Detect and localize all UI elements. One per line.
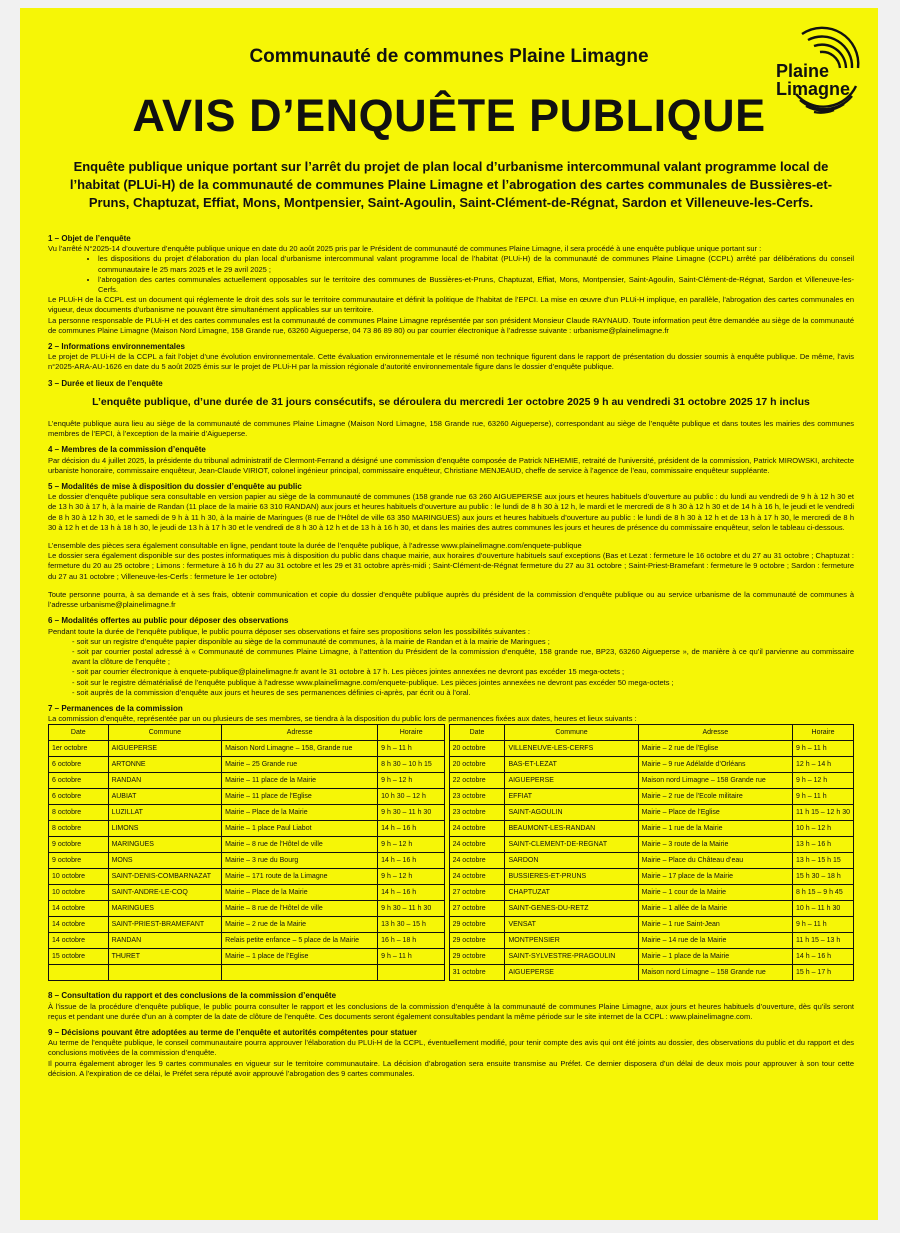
- hours-cell: 14 h – 16 h: [378, 885, 445, 901]
- date-cell: 14 octobre: [49, 917, 109, 933]
- column-header: Date: [449, 725, 505, 741]
- address-cell: Mairie – 11 place de la Mairie: [222, 773, 378, 789]
- commune-cell: AUBIAT: [108, 789, 222, 805]
- column-header: Horaire: [378, 725, 445, 741]
- address-cell: Maison nord Limagne – 158 Grande rue: [638, 773, 792, 789]
- address-cell: Mairie – 11 place de l’Eglise: [222, 789, 378, 805]
- address-cell: Mairie – 8 rue de l’Hôtel de ville: [222, 837, 378, 853]
- section-9-paragraph: Au terme de l’enquête publique, le conseil communautaire pourra approuver l’élaboration du PLUi-H de la CCPL, éventuellement modifié, pour tenir compte des avis qui ont été joints au dossier, des observations du public et du rapport et des conclusions motivées de la commission d’enquête.: [48, 1038, 854, 1058]
- hours-cell: 12 h – 14 h: [793, 757, 854, 773]
- plaine-limagne-logo: [772, 24, 862, 116]
- section-8-paragraph: À l’issue de la procédure d’enquête publique, le public pourra consulter le rapport et les conclusions de la commission d’enquête à la communauté de communes Plaine Limagne, aux jours et heures habituels d’ouverture, dès qu’ils seront reçus et pendant une durée d’un an à compter de la date de clôture de l’enquête. Ces documents seront également consultables pendant la même période sur le site internet de la CCPL : www.plainelimagne.com.: [48, 1001, 854, 1021]
- address-cell: Mairie – 8 rue de l’Hôtel de ville: [222, 901, 378, 917]
- hours-cell: 13 h – 15 h 15: [793, 853, 854, 869]
- hours-cell: 14 h – 16 h: [793, 949, 854, 965]
- observation-methods-list: [48, 637, 854, 698]
- address-cell: Mairie – 1 place de la Mairie: [638, 949, 792, 965]
- hours-cell: 10 h – 11 h 30: [793, 901, 854, 917]
- section-5-paragraph: Toute personne pourra, à sa demande et à ses frais, obtenir communication et copie du dossier d’enquête publique auprès du président de la commission d’enquête publique ou au service urbanisme de la communauté de communes à l’adresse urbanisme@plainelimagne.fr: [48, 589, 854, 610]
- table-row: [49, 917, 854, 933]
- logo-line-2: Limagne: [776, 79, 851, 99]
- hours-cell: 8 h 15 – 9 h 45: [793, 885, 854, 901]
- commune-cell: MARINGUES: [108, 901, 222, 917]
- table-row: [49, 933, 854, 949]
- column-header: Date: [49, 725, 109, 741]
- table-row: [49, 741, 854, 757]
- commune-cell: SAINT-GENES-DU-RETZ: [505, 901, 638, 917]
- section-2-title: 2 – Informations environnementales: [48, 342, 185, 352]
- table-row: [49, 757, 854, 773]
- commune-cell: LUZILLAT: [108, 805, 222, 821]
- address-cell: Mairie – 2 rue de l’Eglise: [638, 741, 792, 757]
- date-cell: 8 octobre: [49, 821, 109, 837]
- hours-cell: 15 h – 17 h: [793, 965, 854, 981]
- section-6-title: 6 – Modalités offertes au public pour déposer des observations: [48, 616, 289, 626]
- table-row: [49, 869, 854, 885]
- table-row: [49, 821, 854, 837]
- address-cell: Mairie – Place de la Mairie: [222, 885, 378, 901]
- notice-body: [48, 228, 854, 1079]
- section-4-paragraph: Par décision du 4 juillet 2025, la présidente du tribunal administratif de Clermont-Ferrand a désigné une commission d’enquête composée de Patrick NEHEMIE, retraité de l’université, président de la commission, Patrick MIROWSKI, architecte urbaniste honoraire, commissaire enquêteur, Jean-Claude VIRIOT, colonel ingénieur principal, commissaire enquêteur, Christiane MENJEAUD, cheffe de service à l’agence de l’eau, commissaire enquêteur suppléante.: [48, 455, 854, 475]
- table-row: [49, 885, 854, 901]
- table-row: [49, 773, 854, 789]
- commune-cell: MONS: [108, 853, 222, 869]
- date-cell: 20 octobre: [449, 741, 505, 757]
- table-header-row: [49, 725, 854, 741]
- hours-cell: 9 h – 12 h: [378, 773, 445, 789]
- hours-cell: 8 h 30 – 10 h 15: [378, 757, 445, 773]
- hours-cell: 10 h 30 – 12 h: [378, 789, 445, 805]
- address-cell: Mairie – Place de l’Eglise: [638, 805, 792, 821]
- section-9-paragraph: Il pourra également abroger les 9 cartes communales en vigueur sur le territoire communautaire. La décision d’abrogation sera ensuite transmise au Préfet. Ce dernier disposera d’un délai de deux mois pour approuver à son tour cette décision. A l’expiration de ce délai, le Préfet sera réputé avoir approuvé l’abrogation des 9 cartes communales.: [48, 1058, 854, 1078]
- date-cell: 23 octobre: [449, 789, 505, 805]
- section-5-paragraph: L’ensemble des pièces sera également consultable en ligne, pendant toute la durée de l’enquête publique, à l’adresse www.plainelimagne.com/enquete-publique: [48, 541, 582, 551]
- observation-method: - soit sur un registre d’enquête papier disponible au siège de la communauté de communes, à la mairie de Randan et à la mairie de Maringues ;: [72, 637, 854, 647]
- address-cell: Mairie – 9 rue Adélaïde d’Orléans: [638, 757, 792, 773]
- commune-cell: BAS-ET-LEZAT: [505, 757, 638, 773]
- hours-cell: 9 h – 11 h: [378, 741, 445, 757]
- date-cell: 6 octobre: [49, 789, 109, 805]
- section-3-paragraph: L’enquête publique aura lieu au siège de la communauté de communes Plaine Limagne (Maison Nord Limagne, 158 Grande rue, 63260 Aigueperse), correspondant au siège de l’enquête publique et dans toutes les mairies des communes membres de l’EPCI, à l’exception de la mairie d’Aigueperse.: [48, 419, 854, 439]
- date-cell: 24 octobre: [449, 837, 505, 853]
- hours-cell: 15 h 30 – 18 h: [793, 869, 854, 885]
- hours-cell: 9 h – 12 h: [378, 837, 445, 853]
- address-cell: Mairie – 1 place de l’Eglise: [222, 949, 378, 965]
- section-8-title: 8 – Consultation du rapport et des conclusions de la commission d’enquête: [48, 991, 337, 1001]
- section-1-paragraph: La personne responsable de PLUi-H et des cartes communales est la communauté de communes Plaine Limagne représentée par son président Monsieur Claude RAYNAUD. Toute information peut être demandée au siège de la communauté de communes Plaine Limagne (Maison Nord Limagne, 158 Grande rue, 63260 Aigueperse, 04 73 86 89 80) ou par courrier électronique à l’adresse suivante : urbanisme@plainelimagne.fr: [48, 315, 854, 335]
- date-cell: 9 octobre: [49, 837, 109, 853]
- column-header: Adresse: [222, 725, 378, 741]
- table-row: [49, 789, 854, 805]
- date-cell: 10 octobre: [49, 885, 109, 901]
- section-5-title: 5 – Modalités de mise à disposition du dossier d’enquête au public: [48, 482, 302, 492]
- commune-cell: BEAUMONT-LES-RANDAN: [505, 821, 638, 837]
- hours-cell: 13 h – 16 h: [793, 837, 854, 853]
- observation-method: - soit par courrier postal adressé à « Communauté de communes Plaine Limagne, à l’attention du Président de la commission d’enquête, 158 grande rue, BP23, 63260 Aigueperse », de manière à ce qu’il parvienne au commissaire avant la clôture de l’enquête ;: [72, 647, 854, 667]
- address-cell: Mairie – 1 rue Saint-Jean: [638, 917, 792, 933]
- address-cell: Mairie – 1 cour de la Mairie: [638, 885, 792, 901]
- section-1-paragraph: Le PLUi-H de la CCPL est un document qui réglemente le droit des sols sur le territoire communautaire et définit la politique de l’habitat de l’EPCI. La mise en œuvre d’un PLUi-H implique, en parallèle, l’abrogation des cartes communales en vigueur, deux documents d’urbanisme ne pouvant être simultanément applicables sur un territoire.: [48, 295, 854, 315]
- logo-line-1: Plaine: [776, 61, 830, 81]
- commune-cell: AIGUEPERSE: [505, 773, 638, 789]
- section-1-item: • les dispositions du projet d’élaboration du plan local d’urbanisme intercommunal valant programme local de l’habitat (PLUi-H) de la communauté de communes Plaine Limagne (CCPL) arrêté par délibérations du conseil communautaire le 25 mars 2025 et le 29 avril 2025 ;: [98, 254, 854, 274]
- date-cell: 24 octobre: [449, 821, 505, 837]
- column-header: Commune: [505, 725, 638, 741]
- commune-cell: SAINT-CLEMENT-DE-REGNAT: [505, 837, 638, 853]
- commune-cell: SAINT-AGOULIN: [505, 805, 638, 821]
- commune-cell: CHAPTUZAT: [505, 885, 638, 901]
- column-header: Commune: [108, 725, 222, 741]
- date-cell: 8 octobre: [49, 805, 109, 821]
- address-cell: Maison Nord Limagne – 158, Grande rue: [222, 741, 378, 757]
- commune-cell: MARINGUES: [108, 837, 222, 853]
- commune-cell: SARDON: [505, 853, 638, 869]
- section-7-title: 7 – Permanences de la commission: [48, 703, 183, 713]
- address-cell: Mairie – 14 rue de la Mairie: [638, 933, 792, 949]
- address-cell: Mairie – Place de la Mairie: [222, 805, 378, 821]
- date-cell: 29 octobre: [449, 949, 505, 965]
- address-cell: Mairie – 25 Grande rue: [222, 757, 378, 773]
- commune-cell: VILLENEUVE-LES-CERFS: [505, 741, 638, 757]
- date-cell: 27 octobre: [449, 901, 505, 917]
- table-row: [49, 837, 854, 853]
- commune-cell: THURET: [108, 949, 222, 965]
- date-cell: 14 octobre: [49, 901, 109, 917]
- address-cell: [222, 965, 378, 981]
- hours-cell: 9 h – 11 h: [793, 741, 854, 757]
- section-1-list: [48, 254, 854, 295]
- table-row: [49, 965, 854, 981]
- date-cell: 22 octobre: [449, 773, 505, 789]
- date-cell: 15 octobre: [49, 949, 109, 965]
- notice-title: AVIS D’ENQUÊTE PUBLIQUE: [132, 90, 766, 141]
- commune-cell: AIGUEPERSE: [505, 965, 638, 981]
- table-row: [49, 949, 854, 965]
- observation-method: - soit par courrier électronique à enquete-publique@plainelimagne.fr avant le 31 octobre à 17 h. Les pièces jointes annexées ne devront pas excéder 15 mega-octets ;: [72, 667, 854, 677]
- section-6-paragraph: Pendant toute la durée de l’enquête publique, le public pourra déposer ses observations et faire ses propositions selon les possibilités suivantes :: [48, 626, 530, 636]
- commune-cell: AIGUEPERSE: [108, 741, 222, 757]
- commune-cell: RANDAN: [108, 773, 222, 789]
- date-cell: 24 octobre: [449, 869, 505, 885]
- hours-cell: 14 h – 16 h: [378, 821, 445, 837]
- date-cell: [49, 965, 109, 981]
- address-cell: Mairie – 1 allée de la Mairie: [638, 901, 792, 917]
- date-cell: 20 octobre: [449, 757, 505, 773]
- commune-cell: EFFIAT: [505, 789, 638, 805]
- section-5-paragraph: Le dossier d’enquête publique sera consultable en version papier au siège de la communauté de communes (158 grande rue 63 260 AIGUEPERSE aux jours et heures habituels d’ouverture au public : du lundi au vendredi de 9 h à 12 h 30 et de 13 h 30 à 17 h, à la mairie de Randan (11 place de la mairie 63 310 RANDAN) aux jours et heures habituels d’ouverture au public : le lundi de 8 h 30 à 12 h, le mardi et le mercredi de 8 h 30 à 12 h 30 et de 14 h à 16 h, le jeudi et le vendredi de 8 h 30 à 12 h 30, et le samedi de 9 h à 11 h 30, à la mairie de Maringues (8 rue de l’Hôtel de ville 63 350 MARINGUES) aux jours et heures habituels d’ouverture au public : le lundi de 8 h 30 à 12 h et de 13 h à 17 h 30, le mercredi de 8 h 30 à 12 h et de 13 h à 18 h 30, le jeudi de 13 h à 17 h 30 et le vendredi de 8 h 30 à 12 h et de 13 h à 16 h 30, et dans les mairies des autres communes les jours et heures de présence du commissaire enquêteur, selon le tableau ci-dessous.: [48, 492, 854, 532]
- section-7-paragraph: La commission d’enquête, représentée par un ou plusieurs de ses membres, se tiendra à la disposition du public lors de permanences fixées aux dates, heures et lieux suivants :: [48, 714, 637, 724]
- commune-cell: ARTONNE: [108, 757, 222, 773]
- column-header: Horaire: [793, 725, 854, 741]
- notice-poster: [20, 8, 878, 1220]
- date-cell: 31 octobre: [449, 965, 505, 981]
- permanences-table: [48, 724, 854, 981]
- commune-cell: RANDAN: [108, 933, 222, 949]
- section-5-paragraph: Le dossier sera également disponible sur des postes informatiques mis à disposition du public dans chaque mairie, aux horaires d’ouverture habituels sauf exceptions (Bas et Lezat : fermeture le 16 octobre et du 27 au 31 octobre ; Chaptuzat : fermeture du 20 au 25 octobre ; Limons : fermeture à 16 h du 27 au 31 octobre et les 29 et 31 octobre après-midi ; Saint-Clément-de-Régnat fermeture du 27 au 31 octobre ; Saint-Priest-Bramefant : fermeture le 9 octobre ; Sardon : fermeture du 27 au 31 octobre ; Villeneuve-les-Cerfs : fermeture le 1er octobre): [48, 551, 854, 581]
- commune-cell: LIMONS: [108, 821, 222, 837]
- commune-cell: SAINT-DENIS-COMBARNAZAT: [108, 869, 222, 885]
- hours-cell: 9 h 30 – 11 h 30: [378, 805, 445, 821]
- date-cell: 29 octobre: [449, 933, 505, 949]
- hours-cell: 9 h – 12 h: [378, 869, 445, 885]
- hours-cell: 11 h 15 – 13 h: [793, 933, 854, 949]
- hours-cell: 13 h 30 – 15 h: [378, 917, 445, 933]
- address-cell: Mairie – 1 rue de la Mairie: [638, 821, 792, 837]
- table-row: [49, 901, 854, 917]
- date-cell: 29 octobre: [449, 917, 505, 933]
- hours-cell: 9 h – 12 h: [793, 773, 854, 789]
- hours-cell: 9 h – 11 h: [378, 949, 445, 965]
- hours-cell: 10 h – 12 h: [793, 821, 854, 837]
- date-cell: 10 octobre: [49, 869, 109, 885]
- hours-cell: 16 h – 18 h: [378, 933, 445, 949]
- commune-cell: MONTPENSIER: [505, 933, 638, 949]
- address-cell: Relais petite enfance – 5 place de la Mairie: [222, 933, 378, 949]
- commune-cell: SAINT-SYLVESTRE-PRAGOULIN: [505, 949, 638, 965]
- section-1-item: • l’abrogation des cartes communales actuellement opposables sur le territoire des communes de Bussières-et-Pruns, Chaptuzat, Effiat, Mons, Montpensier, Saint-Agoulin, Saint-Clément-de-Régnat, Sardon et Villeneuve-les-Cerfs.: [98, 275, 854, 295]
- section-1-paragraph: Vu l’arrêté N°2025-14 d’ouverture d’enquête publique unique en date du 20 août 2025 pris par le Président de communauté de communes Plaine Limagne, il sera procédé à une enquête publique unique portant sur :: [48, 244, 762, 254]
- section-1-title: 1 – Objet de l’enquête: [48, 234, 131, 243]
- commune-cell: BUSSIERES-ET-PRUNS: [505, 869, 638, 885]
- inquiry-duration: L’enquête publique, d’une durée de 31 jours consécutifs, se déroulera du mercredi 1er octobre 2025 9 h au vendredi 31 octobre 2025 17 h inclus: [92, 395, 810, 408]
- column-header: Adresse: [638, 725, 792, 741]
- address-cell: Mairie – 3 route de la Mairie: [638, 837, 792, 853]
- hours-cell: 11 h 15 – 12 h 30: [793, 805, 854, 821]
- inquiry-subject: Enquête publique unique portant sur l’arrêt du projet de plan local d’urbanisme intercommunal valant programme local de l’habitat (PLUi-H) de la communauté de communes Plaine Limagne et l’abrogation des cartes communales de Bussières-et-Pruns, Chaptuzat, Effiat, Mons, Montpensier, Saint-Agoulin, Saint-Clément-de-Régnat, Sardon et Villeneuve-les-Cerfs.: [69, 159, 833, 210]
- section-4-title: 4 – Membres de la commission d’enquête: [48, 445, 206, 455]
- section-3-title: 3 – Durée et lieux de l’enquête: [48, 378, 163, 388]
- date-cell: 9 octobre: [49, 853, 109, 869]
- address-cell: Mairie – 1 place Paul Liabot: [222, 821, 378, 837]
- address-cell: Mairie – 171 route de la Limagne: [222, 869, 378, 885]
- date-cell: 6 octobre: [49, 757, 109, 773]
- commune-cell: SAINT-PRIEST-BRAMEFANT: [108, 917, 222, 933]
- date-cell: 14 octobre: [49, 933, 109, 949]
- hours-cell: [378, 965, 445, 981]
- table-row: [49, 853, 854, 869]
- hours-cell: 9 h – 11 h: [793, 789, 854, 805]
- date-cell: 27 octobre: [449, 885, 505, 901]
- commune-cell: SAINT-ANDRE-LE-COQ: [108, 885, 222, 901]
- date-cell: 6 octobre: [49, 773, 109, 789]
- commune-cell: VENSAT: [505, 917, 638, 933]
- observation-method: - soit sur le registre dématérialisé de l’enquête publique à l’adresse www.plainelimagne.com/enquete-publique. Les pièces jointes annexées ne devront pas excéder 50 mega-octets ;: [72, 678, 854, 688]
- address-cell: Mairie – Place du Château d’eau: [638, 853, 792, 869]
- address-cell: Mairie – 2 rue de l’Ecole militaire: [638, 789, 792, 805]
- permanences-table-body: [49, 741, 854, 981]
- section-2-paragraph: Le projet de PLUi-H de la CCPL a fait l’objet d’une évolution environnementale. Cette évaluation environnementale et le résumé non technique figurent dans le rapport de présentation du dossier soumis à enquête publique. De même, l’avis n°2025-ARA-AU-1626 en date du 5 août 2025 émis sur le projet de PLUi-H par la mission régionale d’autorité environnementale figure dans le dossier d’enquête publique.: [48, 352, 854, 372]
- hours-cell: 9 h 30 – 11 h 30: [378, 901, 445, 917]
- table-row: [49, 805, 854, 821]
- address-cell: Maison nord Limagne – 158 Grande rue: [638, 965, 792, 981]
- address-cell: Mairie – 3 rue du Bourg: [222, 853, 378, 869]
- hours-cell: 9 h – 11 h: [793, 917, 854, 933]
- address-cell: Mairie – 17 place de la Mairie: [638, 869, 792, 885]
- date-cell: 24 octobre: [449, 853, 505, 869]
- date-cell: 23 octobre: [449, 805, 505, 821]
- organization-name: Communauté de communes Plaine Limagne: [249, 46, 649, 67]
- address-cell: Mairie – 2 rue de la Mairie: [222, 917, 378, 933]
- commune-cell: [108, 965, 222, 981]
- section-9-title: 9 – Décisions pouvant être adoptées au terme de l’enquête et autorités compétentes pour statuer: [48, 1027, 417, 1037]
- date-cell: 1er octobre: [49, 741, 109, 757]
- hours-cell: 14 h – 16 h: [378, 853, 445, 869]
- observation-method: - soit auprès de la commission d’enquête aux jours et heures de ses permanences définies ci-après, par écrit ou à l’oral.: [72, 688, 854, 698]
